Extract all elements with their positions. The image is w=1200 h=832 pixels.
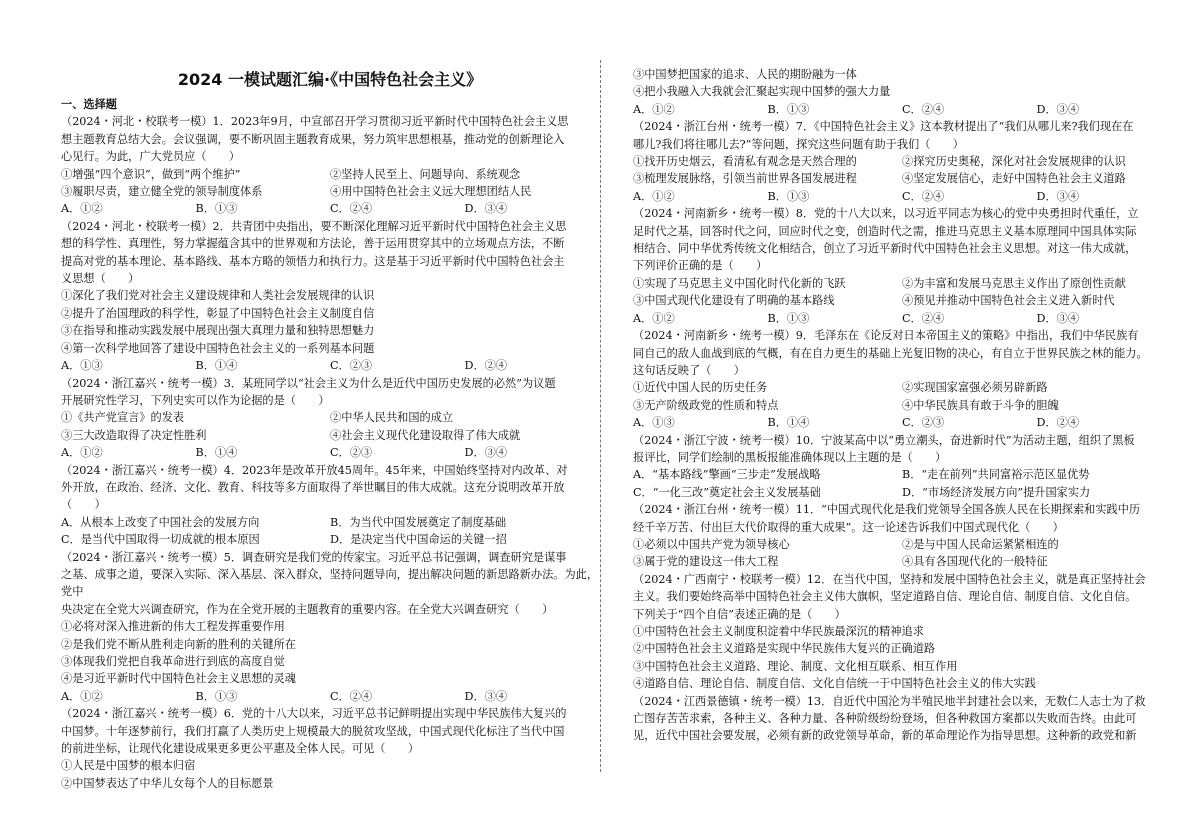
text-line: 外开放，在政治、经济、文化、教育、科技等多方面取得了举世瞩目的伟大成就。这充分说明改革开放 bbox=[61, 480, 565, 494]
statement-item: ②探究历史奥秘，深化对社会发展规律的认识 bbox=[902, 155, 1126, 169]
text-line: 开展研究性学习，下列史实可以作为论据的是（ ） bbox=[61, 393, 330, 407]
text-line: 想主题教育总结大会。会议强调，要不断巩固主题教育成果，努力筑牢思想根基，推动党的创新理论入 bbox=[61, 132, 565, 146]
statement-item: ③中国式现代化建设有了明确的基本路线 bbox=[633, 294, 835, 308]
text-line: （ ） bbox=[61, 498, 106, 512]
answer-option: D．③④ bbox=[464, 689, 508, 703]
text-line: ①深化了我们党对社会主义建设规律和人类社会发展规律的认识 bbox=[61, 289, 375, 303]
answer-option: D．③④ bbox=[1036, 189, 1080, 203]
text-line: ②是我们党不断从胜利走向新的胜利的关键所在 bbox=[61, 637, 296, 651]
statement-pair-row bbox=[61, 166, 599, 183]
text-line: ③在指导和推动实践发展中展现出强大真理力量和独特思想魅力 bbox=[61, 324, 375, 338]
text-line: （2024・浙江台州・统考一模）11．“中国式现代化是我们党领导全国各族人民在长期探索和实践中历 bbox=[633, 503, 1141, 517]
answer-options-row bbox=[61, 444, 599, 461]
answer-option: C．②④ bbox=[902, 102, 945, 116]
statement-item: ④中华民族具有敢于斗争的胆魄 bbox=[902, 398, 1059, 412]
answer-options-row bbox=[633, 414, 1171, 431]
answer-option: A．①② bbox=[633, 189, 675, 203]
text-line: 足时代之基，回答时代之问，回应时代之变，创造时代之需，推进马克思主义基本原理同中国具体实际 bbox=[633, 224, 1137, 238]
answer-option: A．①② bbox=[61, 689, 103, 703]
answer-option: D．③④ bbox=[464, 446, 508, 460]
statement-item: ①《共产党宣言》的发表 bbox=[61, 411, 185, 425]
statement-item: ①增强“四个意识”，做到“两个维护” bbox=[61, 167, 241, 181]
answer-option: B．①④ bbox=[195, 446, 238, 460]
statement-pair-row bbox=[633, 292, 1171, 309]
statement-item: ④用中国特色社会主义远大理想团结人民 bbox=[330, 185, 532, 199]
answer-option: A．①② bbox=[61, 446, 103, 460]
statement-item: D．“市场经济发展方向”提升国家实力 bbox=[902, 485, 1091, 499]
statement-pair-row bbox=[61, 514, 599, 531]
answer-option: A．①③ bbox=[61, 359, 103, 373]
answer-options-row bbox=[633, 310, 1171, 327]
statement-pair-row bbox=[633, 553, 1171, 570]
statement-item: ④坚定发展信心，走好中国特色社会主义道路 bbox=[902, 172, 1126, 186]
text-line: 义思想（ ） bbox=[61, 272, 140, 286]
text-line: ③中国梦把国家的追求、人民的期盼融为一体 bbox=[633, 68, 857, 81]
statement-pair-row bbox=[633, 484, 1171, 501]
statement-item: B．“走在前列”共同富裕示范区显优势 bbox=[902, 468, 1090, 482]
text-line: （2024・江西景德镇・统考一模）13．自近代中国沦为半殖民地半封建社会以来，无数仁人志士为了救 bbox=[633, 694, 1146, 708]
text-line: 见，近代中国社会要发展，必须有新的政党领导革命，新的革命理论作为指导思想。这种新的政党和新 bbox=[633, 729, 1137, 743]
text-line: 同自己的敌人血战到底的气概，有在自力更生的基础上光复旧物的决心，有自立于世界民族之林的能力。 bbox=[633, 346, 1148, 360]
text-line: ③体现我们党把自我革命进行到底的高度自觉 bbox=[61, 655, 285, 668]
answer-options-row bbox=[61, 200, 599, 217]
answer-option: C．②④ bbox=[902, 189, 945, 203]
statement-pair-row bbox=[61, 183, 599, 200]
text-line: （2024・浙江嘉兴・统考一模）6．党的十八大以来，习近平总书记鲜明提出实现中华民族伟大复兴的 bbox=[61, 707, 567, 721]
statement-item: ②是与中国人民命运紧紧相连的 bbox=[902, 537, 1059, 551]
statement-pair-row bbox=[61, 427, 599, 444]
left-column bbox=[61, 96, 599, 792]
section-heading: 一、选择题 bbox=[61, 98, 117, 111]
text-line: 下列关于“四个自信”表述正确的是（ ） bbox=[633, 607, 846, 621]
answer-option: B．①④ bbox=[195, 359, 238, 373]
statement-item: ②坚持人民至上、问题导向、系统观念 bbox=[330, 167, 521, 181]
text-line: 的前进坐标，让现代化建设成果更多更公平惠及全体人民。可见（ ） bbox=[61, 742, 420, 756]
statement-pair-row bbox=[633, 536, 1171, 553]
text-line: 中国梦。十年逐梦前行，我们打赢了人类历史上规模最大的脱贫攻坚战，中国式现代化标注了当代中国 bbox=[61, 724, 565, 738]
statement-item: ④预见并推动中国特色社会主义进入新时代 bbox=[902, 294, 1115, 308]
answer-option: D．③④ bbox=[1036, 102, 1080, 116]
answer-options-row bbox=[61, 688, 599, 705]
right-column bbox=[633, 66, 1171, 745]
statement-item: ①实现了马克思主义中国化时代化新的飞跃 bbox=[633, 276, 846, 290]
text-line: ②中国特色社会主义道路是实现中华民族伟大复兴的正确道路 bbox=[633, 642, 936, 656]
statement-item: ④社会主义现代化建设取得了伟大成就 bbox=[330, 428, 521, 442]
answer-option: A．①② bbox=[633, 311, 675, 325]
text-line: 下列评价正确的是（ ） bbox=[633, 259, 768, 273]
statement-pair-row bbox=[61, 409, 599, 426]
text-line: ④第一次科学地回答了建设中国特色社会主义的一系列基本问题 bbox=[61, 341, 375, 355]
text-line: 央决定在全党大兴调查研究，作为在全党开展的主题教育的重要内容。在全党大兴调查研究（ ） bbox=[61, 602, 554, 616]
statement-pair-row bbox=[633, 397, 1171, 414]
statement-item: B．为当代中国发展奠定了制度基础 bbox=[330, 515, 507, 529]
text-line: （2024・河北・校联考一模）2．共青团中央指出，要不断深化理解习近平新时代中国特色社会主义思 bbox=[61, 219, 567, 233]
statement-pair-row bbox=[633, 170, 1171, 187]
text-line: 这句话反映了（ ） bbox=[633, 363, 745, 377]
statement-item: ④具有各国现代化的一般特征 bbox=[902, 555, 1048, 569]
text-line: 亡图存苦苦求索，各种主义、各种力量、各种阶级纷纷登场，但各种救国方案都以失败而告终。由此可 bbox=[633, 712, 1137, 726]
answer-option: B．①③ bbox=[767, 189, 810, 203]
text-line: （2024・河南新乡・统考一模）8．党的十八大以来，以习近平同志为核心的党中央勇担时代重任，立 bbox=[633, 207, 1139, 221]
text-line: 提高对党的基本理论、基本路线、基本方略的领悟力和执行力。这是基于习近平新时代中国特色社会主 bbox=[61, 254, 565, 268]
answer-option: C．②③ bbox=[330, 446, 373, 460]
text-line: 主义。我们要始终高举中国特色社会主义伟大旗帜，坚定道路自信、理论自信、制度自信、文化自信。 bbox=[633, 590, 1137, 604]
answer-option: C．②④ bbox=[330, 202, 373, 216]
text-line: ④是习近平新时代中国特色社会主义思想的灵魂 bbox=[61, 672, 296, 686]
answer-option: D．②④ bbox=[464, 359, 508, 373]
answer-option: B．①③ bbox=[195, 689, 238, 703]
text-line: 哪儿?我们将往哪儿去?”等问题，探究这些问题有助于我们（ ） bbox=[633, 137, 964, 151]
answer-option: C．②③ bbox=[902, 416, 945, 430]
text-line: （2024・浙江嘉兴・统考一模）4．2023年是改革开放45周年。45年来，中国始终坚持对内改革、对 bbox=[61, 463, 568, 477]
statement-item: ①找开历史烟云，看清私有观念是天然合理的 bbox=[633, 155, 857, 169]
statement-item: ①必须以中国共产党为领导核心 bbox=[633, 537, 790, 551]
statement-item: ③无产阶级政党的性质和特点 bbox=[633, 398, 779, 412]
statement-item: C．是当代中国取得一切成就的根本原因 bbox=[61, 533, 260, 547]
statement-item: ③属于党的建设这一伟大工程 bbox=[633, 555, 779, 569]
text-line: 想的科学性、真理性，努力掌握蕴含其中的世界观和方法论，善于运用贯穿其中的立场观点方法，不断 bbox=[61, 237, 565, 251]
answer-option: A．①③ bbox=[633, 416, 675, 430]
text-line: ③中国特色社会主义道路、理论、制度、文化相互联系、相互作用 bbox=[633, 659, 958, 673]
answer-option: D．②④ bbox=[1036, 416, 1080, 430]
answer-option: A．①② bbox=[633, 102, 675, 116]
text-line: （2024・浙江宁波・统考一模）10．宁波某高中以“勇立潮头，奋进新时代”为活动主题，组织了黑板 bbox=[633, 433, 1135, 447]
text-line: （2024・浙江台州・统考一模）7．《中国特色社会主义》这本教材提出了“我们从哪儿来?我们现在在 bbox=[633, 120, 1134, 134]
answer-option: C．②④ bbox=[330, 689, 373, 703]
text-line: （2024・河南新乡・统考一模）9．毛泽东在《论反对日本帝国主义的策略》中指出，我们中华民族有 bbox=[633, 329, 1139, 343]
text-line: ④道路自信、理论自信、制度自信、文化自信统一于中国特色社会主义的伟大实践 bbox=[633, 677, 1036, 691]
answer-option: B．①③ bbox=[195, 202, 238, 216]
statement-pair-row bbox=[633, 275, 1171, 292]
text-line: 之基、成事之道，要深入实际、深入基层、深入群众，坚持问题导向，提出解决问题的新思路新办法。为此，党中 bbox=[61, 567, 599, 599]
statement-item: ①近代中国人民的历史任务 bbox=[633, 381, 768, 395]
text-line: ①人民是中国梦的根本归宿 bbox=[61, 759, 196, 773]
answer-option: A．①② bbox=[61, 202, 103, 216]
text-line: （2024・浙江嘉兴・统考一模）3．某班同学以“社会主义为什么是近代中国历史发展的必然”为议题 bbox=[61, 376, 556, 390]
text-line: （2024・广西南宁・校联考一模）12．在当代中国，坚持和发展中国特色社会主义，就是真正坚持社会 bbox=[633, 572, 1146, 586]
text-line: ②提升了治国理政的科学性，彰显了中国特色社会主义制度自信 bbox=[61, 306, 375, 320]
answer-options-row bbox=[61, 357, 599, 374]
text-line: 相结合、同中华优秀传统文化相结合，创立了习近平新时代中国特色社会主义思想。对这一伟大成就， bbox=[633, 242, 1137, 256]
statement-item: D．是决定当代中国命运的关键一招 bbox=[330, 533, 507, 547]
statement-item: ②实现国家富强必须另辟新路 bbox=[902, 381, 1048, 395]
answer-option: B．①③ bbox=[767, 102, 810, 116]
text-line: （2024・河北・校联考一模）1．2023年9月，中宣部召开学习贯彻习近平新时代中国特色社会主义思 bbox=[61, 115, 569, 129]
answer-option: C．②③ bbox=[330, 359, 373, 373]
statement-pair-row bbox=[633, 466, 1171, 483]
statement-item: A．从根本上改变了中国社会的发展方向 bbox=[61, 515, 260, 529]
text-line: ②中国梦表达了中华儿女每个人的目标愿景 bbox=[61, 776, 274, 790]
statement-item: C．“一化三改”奠定社会主义发展基础 bbox=[633, 485, 821, 499]
statement-item: ③三大改造取得了决定性胜利 bbox=[61, 428, 207, 442]
text-line: 经千辛万苦、付出巨大代价取得的重大成果”。这一论述告诉我们中国式现代化（ ） bbox=[633, 520, 1064, 534]
answer-options-row bbox=[633, 188, 1171, 205]
statement-pair-row bbox=[61, 531, 599, 548]
text-line: 心见行。为此，广大党员应（ ） bbox=[61, 150, 241, 164]
statement-pair-row bbox=[633, 153, 1171, 170]
statement-item: ②为丰富和发展马克思主义作出了原创性贡献 bbox=[902, 276, 1126, 290]
text-line: ④把小我融入大我就会汇聚起实现中国梦的强大力量 bbox=[633, 85, 891, 99]
text-line: ①中国特色社会主义制度积淀着中华民族最深沉的精神追求 bbox=[633, 625, 924, 638]
statement-pair-row bbox=[633, 379, 1171, 396]
answer-option: D．③④ bbox=[1036, 311, 1080, 325]
statement-item: ②中华人民共和国的成立 bbox=[330, 411, 454, 425]
column-divider bbox=[600, 60, 601, 772]
text-line: ①必将对深入推进新的伟大工程发挥重要作用 bbox=[61, 620, 285, 634]
answer-option: B．①④ bbox=[767, 416, 810, 430]
answer-option: D．③④ bbox=[464, 202, 508, 216]
text-line: 报评比，同学们绘制的黑板报能准确体现以上主题的是（ ） bbox=[633, 450, 947, 464]
statement-item: ③梳理发展脉络，引领当前世界各国发展进程 bbox=[633, 172, 857, 186]
answer-options-row bbox=[633, 101, 1171, 118]
answer-option: C．②④ bbox=[902, 311, 945, 325]
statement-item: ③履职尽责，建立健全党的领导制度体系 bbox=[61, 185, 263, 199]
document-title: 2024 一模试题汇编·《中国特色社会主义》 bbox=[177, 70, 483, 89]
text-line: （2024・浙江嘉兴・统考一模）5．调查研究是我们党的传家宝。习近平总书记强调，调查研究是谋事 bbox=[61, 550, 567, 564]
statement-item: A．“基本路线”擎画“三步走”发展战略 bbox=[633, 468, 821, 482]
answer-option: B．①③ bbox=[767, 311, 810, 325]
